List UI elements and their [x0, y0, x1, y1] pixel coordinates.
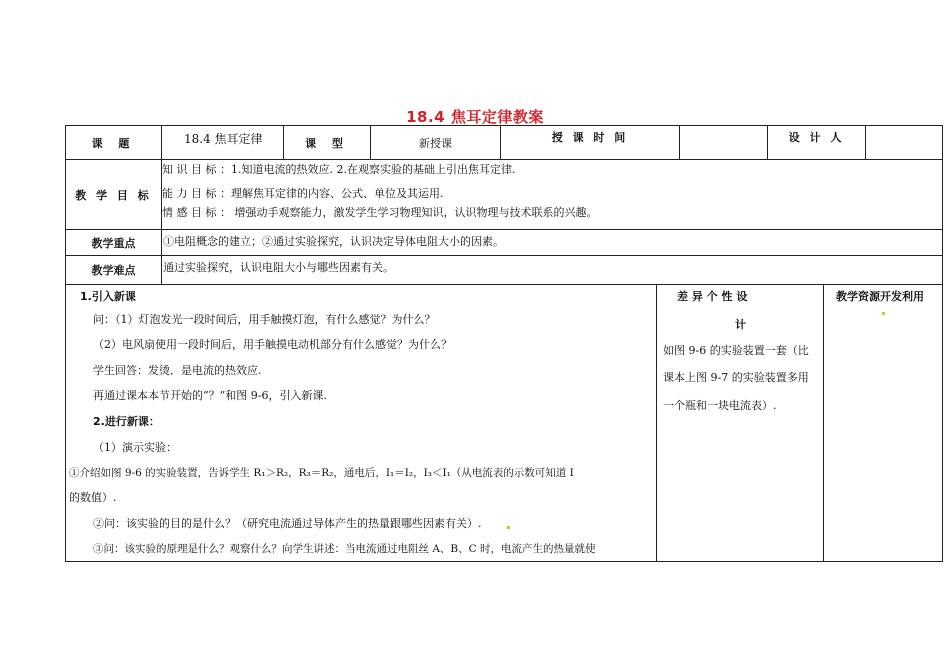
process-line: 2.进行新课： — [93, 415, 160, 428]
subject-label-cell — [65, 125, 162, 160]
ability-goal: 能 力 目 标 ：理解焦耳定律的内容、公式、单位及其运用. — [162, 187, 444, 200]
goals-content-cell — [161, 159, 943, 230]
key-points-label-cell — [65, 229, 162, 256]
subject-label: 课 题 — [91, 136, 136, 150]
process-line: 的数值）. — [69, 491, 117, 504]
key-points-text: ①电阻概念的建立；②通过实验探究，认识决定导体电阻大小的因素。 — [163, 235, 504, 248]
goals-label-cell — [65, 159, 162, 230]
process-line: 问：（1）灯泡发光一段时间后，用手触摸灯泡，有什么感觉？为什么？ — [93, 313, 436, 326]
time-label-cell — [500, 125, 680, 160]
subject-value-cell — [161, 125, 284, 160]
document-title: 18.4 焦耳定律教案 — [406, 108, 544, 126]
type-label-cell — [283, 125, 371, 160]
difference-title-cont: 计 — [735, 318, 746, 331]
process-line: ②问：该实验的目的是什么？（研究电流通过导体产生的热量跟哪些因素有关）. — [93, 517, 482, 530]
difficulties-label: 教学难点 — [91, 264, 136, 277]
decorative-dot — [507, 526, 510, 529]
process-line: 再通过课本本节开始的“？”和图 9-6，引入新课. — [93, 389, 327, 402]
difference-title: 差 异 个 性 设 — [677, 290, 748, 303]
difference-line: 课本上图 9-7 的实验装置多用 — [663, 371, 809, 384]
process-cell — [65, 284, 657, 562]
difference-line: 如图 9-6 的实验装置一套（比 — [663, 344, 809, 357]
process-line: （2）电风扇使用一段时间后，用手触摸电动机部分有什么感觉？为什么？ — [93, 338, 452, 351]
key-points-label: 教学重点 — [91, 236, 136, 250]
goals-label: 教 学 目 标 — [75, 188, 152, 202]
time-value-cell — [679, 125, 768, 160]
difficulties-label-cell — [65, 255, 162, 285]
difficulties-text: 通过实验探究，认识电阻大小与哪些因素有关。 — [163, 261, 394, 274]
process-line: ①介绍如图 9-6 的实验装置，告诉学生 R₁＞R₂，R₃＝R₂，通电后，I₁＝I₂，I₃＜I₁（从电流表的示数可知道 I — [69, 467, 574, 479]
process-line: （1）演示实验： — [93, 441, 177, 454]
subject-value: 18.4 焦耳定律 — [184, 132, 263, 146]
type-value-cell — [370, 125, 501, 160]
key-points-content-cell — [161, 229, 943, 256]
difference-cell — [656, 284, 824, 562]
resources-title: 教学资源开发利用 — [836, 290, 924, 303]
time-label: 授 课 时 间 — [551, 130, 629, 144]
process-line: 1.引入新课 — [80, 290, 136, 303]
knowledge-goal: 知 识 目 标 ：1.知道电流的热效应. 2.在观察实验的基础上引出焦耳定律. — [162, 163, 516, 176]
process-line: ③问：该实验的原理是什么？观察什么？向学生讲述：当电流通过电阻丝 A、B、C 时，电流产生的热量就使 — [93, 543, 596, 555]
decorative-dot — [882, 312, 885, 315]
type-value: 新授课 — [419, 136, 452, 150]
type-label: 课 型 — [305, 136, 349, 150]
difficulties-content-cell — [161, 255, 943, 285]
resources-cell — [823, 284, 943, 562]
designer-label: 设 计 人 — [788, 130, 845, 144]
emotion-goal: 情 感 目 标 ： 增强动手观察能力，激发学生学习物理知识，认识物理与技术联系的兴趣。 — [162, 206, 598, 219]
designer-label-cell — [767, 125, 866, 160]
process-line: 学生回答：发烫．是电流的热效应. — [93, 364, 262, 377]
designer-value-cell — [865, 125, 943, 160]
difference-line: 一个瓶和一块电流表）. — [663, 399, 777, 412]
